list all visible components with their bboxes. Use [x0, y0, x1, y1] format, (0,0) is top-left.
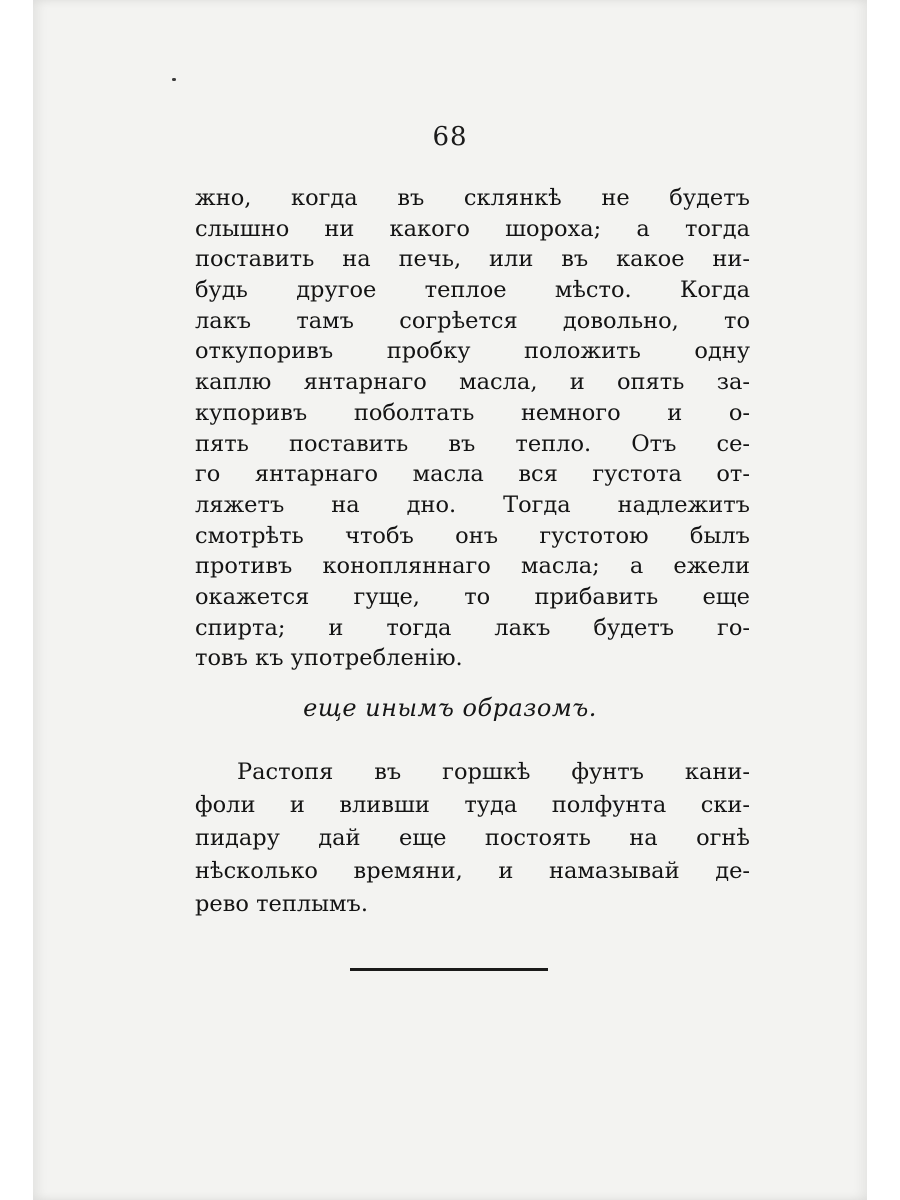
main-paragraph — [195, 183, 750, 674]
text-line: спирта; и тогда лакъ будетъ го- — [195, 614, 750, 641]
section-heading: еще инымъ образомъ. — [303, 694, 597, 722]
text-line: поставить на печь, или въ какое ни- — [195, 246, 750, 273]
text-line: окажется гуще, то прибавить еще — [195, 583, 750, 610]
text-line: фоли и вливши туда полфунта ски- — [195, 792, 750, 818]
text-line: ляжетъ на дно. Тогда надлежитъ — [195, 491, 750, 518]
text-line: пидару дай еще постоять на огнѣ — [195, 825, 750, 851]
text-line: противъ конопляннаго масла; а ежели — [195, 553, 750, 580]
page-number: 68 — [432, 122, 468, 152]
ink-speck — [172, 78, 176, 81]
text-line: товъ къ употребленію. — [195, 645, 463, 672]
closing-rule — [350, 968, 548, 971]
text-line: пять поставить въ тепло. Отъ се- — [195, 430, 750, 457]
text-line: смотрѣть чтобъ онъ густотою былъ — [195, 522, 750, 549]
text-line: жно, когда въ склянкѣ не будетъ — [195, 185, 750, 211]
text-line: Растопя въ горшкѣ фунтъ кани- — [237, 759, 750, 785]
second-paragraph — [195, 756, 750, 921]
text-line: каплю янтарнаго масла, и опять за- — [195, 369, 750, 396]
text-line: откупоривъ пробку положить одну — [195, 338, 750, 365]
text-line: купоривъ поболтать немного и о- — [195, 399, 750, 426]
text-line: го янтарнаго масла вся густота от- — [195, 461, 750, 488]
text-line: нѣсколько времяни, и намазывай де- — [195, 858, 750, 884]
text-line: слышно ни какого шороха; а тогда — [195, 215, 750, 242]
text-line: лакъ тамъ согрѣется довольно, то — [195, 307, 750, 334]
text-line: рево теплымъ. — [195, 891, 369, 917]
text-line: будь другое теплое мѣсто. Когда — [195, 277, 750, 304]
